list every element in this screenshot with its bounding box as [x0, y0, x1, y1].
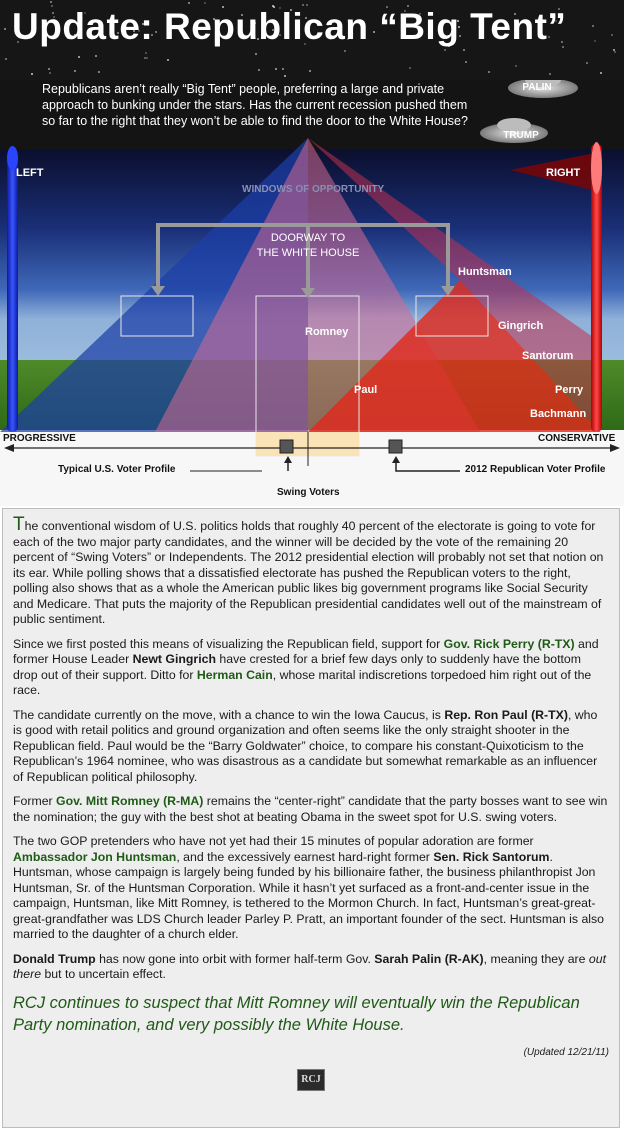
star [95, 55, 97, 57]
candidate-gingrich: Gingrich [498, 320, 544, 332]
doorway-label-2: THE WHITE HOUSE [256, 247, 360, 259]
star [167, 59, 169, 61]
doorway-label-1: DOORWAY TO [270, 232, 346, 244]
star [600, 72, 602, 74]
star [488, 71, 490, 73]
big-tent-graphic [0, 80, 624, 506]
gop-voter-marker [389, 440, 402, 453]
gingrich-mention: Newt Gingrich [132, 652, 216, 666]
star [344, 50, 346, 52]
p4-a: Former [13, 794, 57, 808]
star [592, 25, 594, 27]
right-label: RIGHT [546, 167, 581, 179]
paragraph-1 [13, 514, 609, 628]
palin-mention: Sarah Palin (R-AK) [374, 951, 484, 966]
p2-a: Since we first posted this means of visualizing the Republican field, support for [13, 636, 444, 651]
star [145, 52, 147, 54]
ufo-palin-label: PALIN [522, 82, 552, 93]
article-body [2, 508, 620, 1128]
p1-text: he conventional wisdom of U.S. politics holds that roughly 40 percent of the electorate is going to vote for each of the two major party candidates, and the winner will be decided by the vote of the remaining 20 percent of “Swing Voters” or Independents. The 2012 presidential election will probably not set that notion on its ear. While polling shows that a dissatisfied electorate has pushed the Republican voters to the right, polling also shows that as a whole the American public likes big government programs like Social Security and Medicare. That puts the majority of the Republican presidential candidates well out of the mainstream of public sentiment. [13, 519, 604, 626]
perry-mention: Gov. Rick Perry (R-TX) [443, 636, 575, 651]
candidate-bachmann: Bachmann [530, 408, 587, 420]
star [515, 65, 517, 67]
gop-voter-profile-label: 2012 Republican Voter Profile [465, 464, 606, 475]
star [463, 49, 465, 51]
swing-voters-label: Swing Voters [277, 487, 340, 498]
rcj-logo: RCJ [297, 1069, 325, 1091]
star [188, 2, 190, 4]
cain-mention: Herman Cain [196, 667, 273, 682]
right-bar-cap [591, 142, 602, 194]
star [146, 57, 148, 59]
candidate-huntsman: Huntsman [458, 266, 512, 278]
tent-illustration [0, 80, 624, 506]
star [409, 67, 411, 69]
candidate-paul: Paul [354, 384, 378, 396]
star [258, 69, 260, 71]
p5-a: The two GOP pretenders who have not yet had their 15 minutes of popular adoration are former [13, 834, 534, 848]
p5-c: . Huntsman, whose campaign is largely being funded by his billionaire father, the business philanthropist Jon Huntsman, Sr. of the Huntsman Corporation. While it hasn’t yet surfaced as a front-and-center issue in the campaign, Huntsman, like Mitt Romney, is tethered to the Mormon Church. In fact, Huntsman’s great-great-great-grandfather was LDS Church leader Parley P. Pratt, an important founder of the sect. Huntsman is also married to the daughter of a church elder. [13, 849, 605, 941]
trump-mention: Donald Trump [13, 951, 96, 966]
p3-b: , who is good with retail politics and ground organization and often seems like the only straight shooter in the Republican field. Paul would be the “Barry Goldwater” choice, to compare his constant-Quixoticism to the Republican’s 1964 nominee, who was disastrous as a candidate but somewhat remarkable as an influencer of Republican political philosophy. [13, 707, 598, 784]
star [586, 62, 588, 64]
typical-voter-marker [280, 440, 293, 453]
conservative-label: CONSERVATIVE [538, 433, 616, 444]
intro-text: Republicans aren’t really “Big Tent” people, preferring a large and private approach to bunking under the stars. Has the current recession pushed them so far to the right that they won’t be able to find the door to the White House? [42, 82, 468, 128]
paragraph-6 [13, 952, 609, 983]
header-banner [0, 0, 624, 80]
santorum-mention: Sen. Rick Santorum [433, 849, 550, 864]
star [50, 1, 52, 3]
star [5, 58, 7, 60]
star [275, 68, 277, 70]
star [74, 70, 76, 72]
candidate-romney: Romney [305, 326, 349, 338]
star [98, 71, 100, 73]
paragraph-4 [13, 794, 609, 825]
page-title: Update: Republican “Big Tent” [12, 6, 567, 47]
p5-b: , and the excessively earnest hard-right former [176, 849, 434, 864]
star [49, 72, 51, 74]
ufo-trump-label: TRUMP [503, 130, 539, 141]
candidate-perry: Perry [555, 384, 584, 396]
p3-a: The candidate currently on the move, with a chance to win the Iowa Caucus, is [13, 707, 445, 722]
star [444, 49, 446, 51]
p6-a: has now gone into orbit with former half-term Gov. [95, 951, 375, 966]
star [31, 73, 33, 75]
star [144, 57, 146, 59]
star [611, 34, 613, 36]
left-label: LEFT [16, 167, 44, 179]
updated-date: (Updated 12/21/11) [523, 1046, 609, 1058]
p2-d: , whose marital indiscretions torpedoed him right out of the race. [13, 667, 592, 697]
star [549, 73, 551, 75]
conclusion: RCJ continues to suspect that Mitt Romney will eventually win the Republican Party nomination, and very possibly the White House. [13, 993, 580, 1034]
p6-b: , meaning they are [483, 951, 589, 966]
candidate-santorum: Santorum [522, 350, 574, 362]
windows-label: WINDOWS OF OPPORTUNITY [242, 184, 385, 195]
progressive-label: PROGRESSIVE [3, 433, 76, 444]
star [594, 40, 596, 42]
star [309, 70, 311, 72]
star [78, 56, 80, 58]
romney-mention: Gov. Mitt Romney (R-MA) [56, 794, 204, 808]
star [465, 61, 467, 63]
paragraph-3 [13, 708, 609, 786]
paul-mention: Rep. Ron Paul (R-TX) [444, 707, 568, 722]
p2-b: and former House Leader [13, 636, 599, 666]
star [284, 75, 286, 77]
huntsman-mention: Ambassador Jon Huntsman [13, 849, 177, 864]
star [48, 68, 50, 70]
star [204, 2, 206, 4]
star [282, 68, 284, 70]
p2-c: have crested for a brief few days only to suddenly have the bottom drop out of their support. Ditto for [13, 652, 582, 682]
left-bar [7, 154, 18, 432]
typical-voter-profile-label: Typical U.S. Voter Profile [58, 464, 176, 475]
paragraph-2 [13, 637, 609, 699]
p6-c: but to uncertain effect. [41, 967, 166, 981]
star [4, 28, 6, 30]
star [255, 53, 257, 55]
drop-cap: T [13, 514, 25, 535]
p4-b: remains the “center-right” candidate that the party bosses want to see win the nomination; the guy with the best shot at beating Obama in the sweet spot for U.S. swing voters. [13, 794, 608, 824]
paragraph-5 [13, 834, 609, 943]
p6-emphasis: out there [13, 951, 607, 981]
star [614, 51, 616, 53]
